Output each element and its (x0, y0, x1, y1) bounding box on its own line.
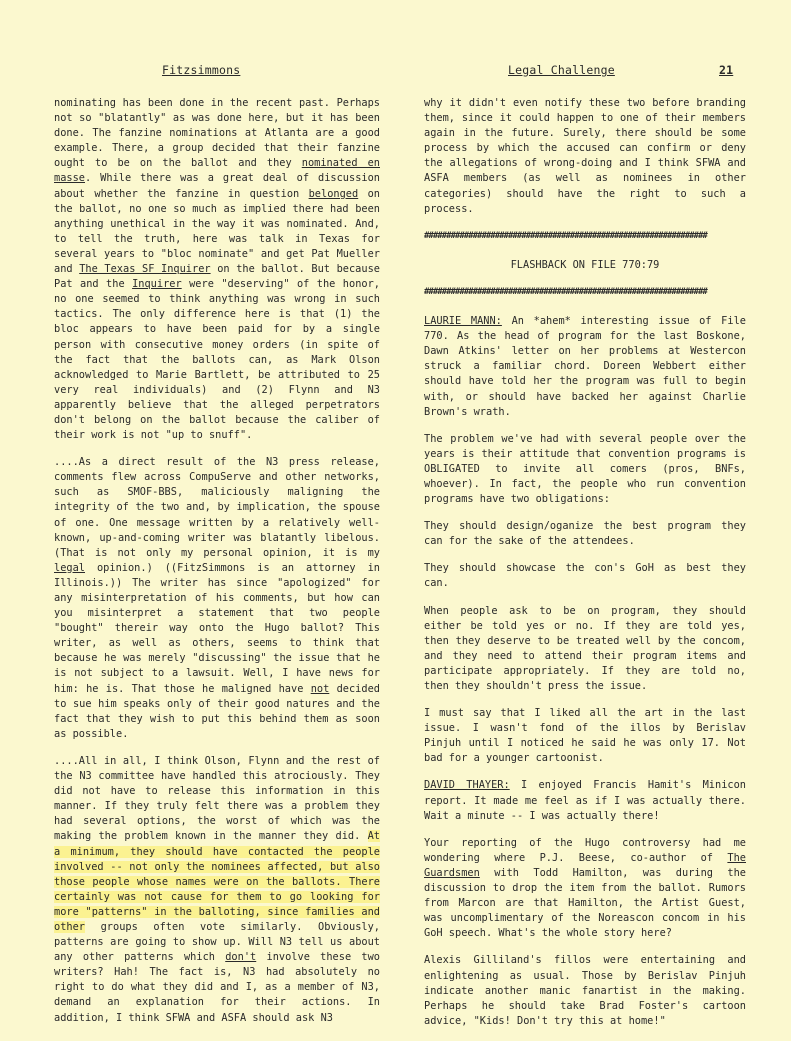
text: were "deserving" of the honor, no one seemed to think anything was wrong in such tactics. The only difference here is that (1) the bloc appears to have been paid for by a single person with consecutive money orders (in spite of the fact that the ballots can, as Mark Olson acknowledged to Marie Bartlett, be attributed to 25 very real individuals) and (2) Flynn and N3 apparently believe that the alleged perpetrators don't belong on the ballot because the caliber of their work is not "up to snuff". (54, 278, 380, 442)
text: groups often vote similarly. Obviously, patterns are going to show up. Will N3 tell us about any other patterns which (54, 920, 380, 964)
divider: ################################################################ (424, 230, 707, 241)
left-column (54, 96, 380, 1038)
divider: ################################################################ (424, 286, 707, 297)
paragraph: Alexis Gilliland's fillos were entertaining and enlightening as usual. Those by Berislav Pinjuh indicate another manic fanartist in the making. Perhaps he should take Brad Foster's cartoon advice, "Kids! Don't try this at home!" (424, 954, 746, 1027)
letter-author: DAVID THAYER: (424, 779, 510, 792)
text: . While there was a great deal of discussion about whether the fanzine in question (54, 172, 380, 200)
letter-author: LAURIE MANN: (424, 315, 502, 328)
paragraph: why it didn't even notify these two before branding them, since it could happen to one of their members again in the future. Surely, there should be some process by which the accused can confirm or deny the allegations of wrong-doing and I think SFWA and ASFA members (as well as nominees in other categories) should have the right to such a process. (424, 97, 746, 215)
underlined-text: Inquirer (132, 278, 182, 291)
paragraph (424, 836, 746, 942)
underlined-text: The Guardsmen (424, 851, 746, 879)
highlighted-text: At a minimum, they should have contacted the people involved -- not only the nominees affected, but also those people whose names were on the ballots. There certainly was not cause for them to go looking for more "patterns" in the balloting, since families and other (54, 830, 380, 933)
paragraph: They should showcase the con's GoH as best they can. (424, 562, 746, 590)
text: I enjoyed Francis Hamit's Minicon report. It made me feel as if I was actually there. Wait a minute -- I was actually there! (424, 779, 746, 822)
text: with Todd Hamilton, was during the discussion to drop the item from the ballot. Rumors from Marcon are that Hamilton, the Artist Guest, was uncomplimentary of the Noreascon concom in his GoH speech. What's the whole story here? (424, 866, 746, 940)
text: Your reporting of the Hugo controversy had me wondering where P.J. Beese, co-author of (424, 836, 746, 864)
paragraph (54, 455, 380, 742)
page-number: 21 (719, 63, 734, 77)
text: involve these two writers? Hah! The fact is, N3 had absolutely no right to do what they did and I, as a member of N3, demand an explanation for their actions. In addition, I think SFWA and ASFA should ask N3 (54, 951, 381, 1024)
text: opinion.) ((FitzSimmons is an attorney in Illinois.)) The writer has since "apologized" for any misinterpretation of his comments, but how can you misinterpret a statement that two people "bought" thereir way onto the Hugo ballot? This writer, as well as others, seems to think that because he was merely "discussing" the issue that he is not subject to a lawsuit. Well, I have news for him: he is. That those he maligned have (54, 561, 380, 695)
underlined-text: legal (54, 561, 85, 574)
underlined-text: don't (225, 951, 257, 964)
underlined-text: not (310, 682, 330, 695)
text: on the ballot. But because Pat and the (54, 263, 380, 291)
paragraph: I must say that I liked all the art in the last issue. I wasn't fond of the illos by Berislav Pinjuh until I noticed he said he was only 17. Not bad for a younger cartoonist. (424, 707, 746, 765)
paragraph (54, 754, 380, 1026)
paragraph (54, 96, 380, 443)
section-title: FLASHBACK ON FILE 770:79 (510, 258, 660, 271)
header-author: Fitzsimmons (162, 63, 241, 77)
letter (424, 314, 746, 420)
text: decided to sue him speaks only of their good natures and the fact that they wish to put this behind them as soon as possible. (54, 682, 380, 740)
header-title: Legal Challenge (508, 63, 615, 77)
paragraph: When people ask to be on program, they should either be told yes or no. If they are told yes, then they deserve to be treated well by the concom, and they need to attend their program items and participate appropriately. If they are told no, then they shouldn't press the issue. (424, 604, 746, 692)
underlined-text: belonged (308, 187, 359, 200)
right-column (424, 96, 746, 1041)
underlined-text: nominated en masse (54, 157, 380, 185)
text: ....All in all, I think Olson, Flynn and the rest of the N3 committee have handled this atrociously. They did not have to release this information in this manner. If they truly felt there was a problem they had several options, the worst of which was the making the problem known in the manner they did. (54, 754, 380, 843)
text: An *ahem* interesting issue of File 770. As the head of program for the last Boskone, Dawn Atkins' letter on her problems at Westercon struck a familiar chord. Doreen Webbert either should have told her the program was full to begin with, or should have backed her against Charlie Brown's wrath. (424, 315, 746, 418)
paragraph: The problem we've had with several people over the years is their attitude that convention programs is OBLIGATED to invite all comers (pros, BNFs, whoever). In fact, the people who run convention programs have two obligations: (424, 432, 746, 506)
paragraph: They should design/oganize the best program they can for the sake of the attendees. (424, 520, 746, 548)
letter (424, 778, 746, 823)
text: ....As a direct result of the N3 press release, comments flew across CompuServe and other networks, such as SMOF-BBS, maliciously maligning the integrity of the two and, by implication, the spouse of one. One message written by a relatively well-known, up-and-coming writer was blatantly libelous. (That is not only my personal opinion, it is my (54, 456, 380, 559)
underlined-text: The Texas SF Inquirer (79, 263, 211, 276)
text: nominating has been done in the recent past. Perhaps not so "blatantly" as was done here, but it has been done. The fanzine nominations at Atlanta are a good example. There, a group decided that their fanzine ought to be on the ballot and they (54, 97, 380, 170)
text: on the ballot, no one so much as implied there had been anything unethical in the way it was nominated. And, to tell the truth, here was talk in Texas for several years to "bloc nominate" and get Pat Mueller and (54, 187, 380, 276)
